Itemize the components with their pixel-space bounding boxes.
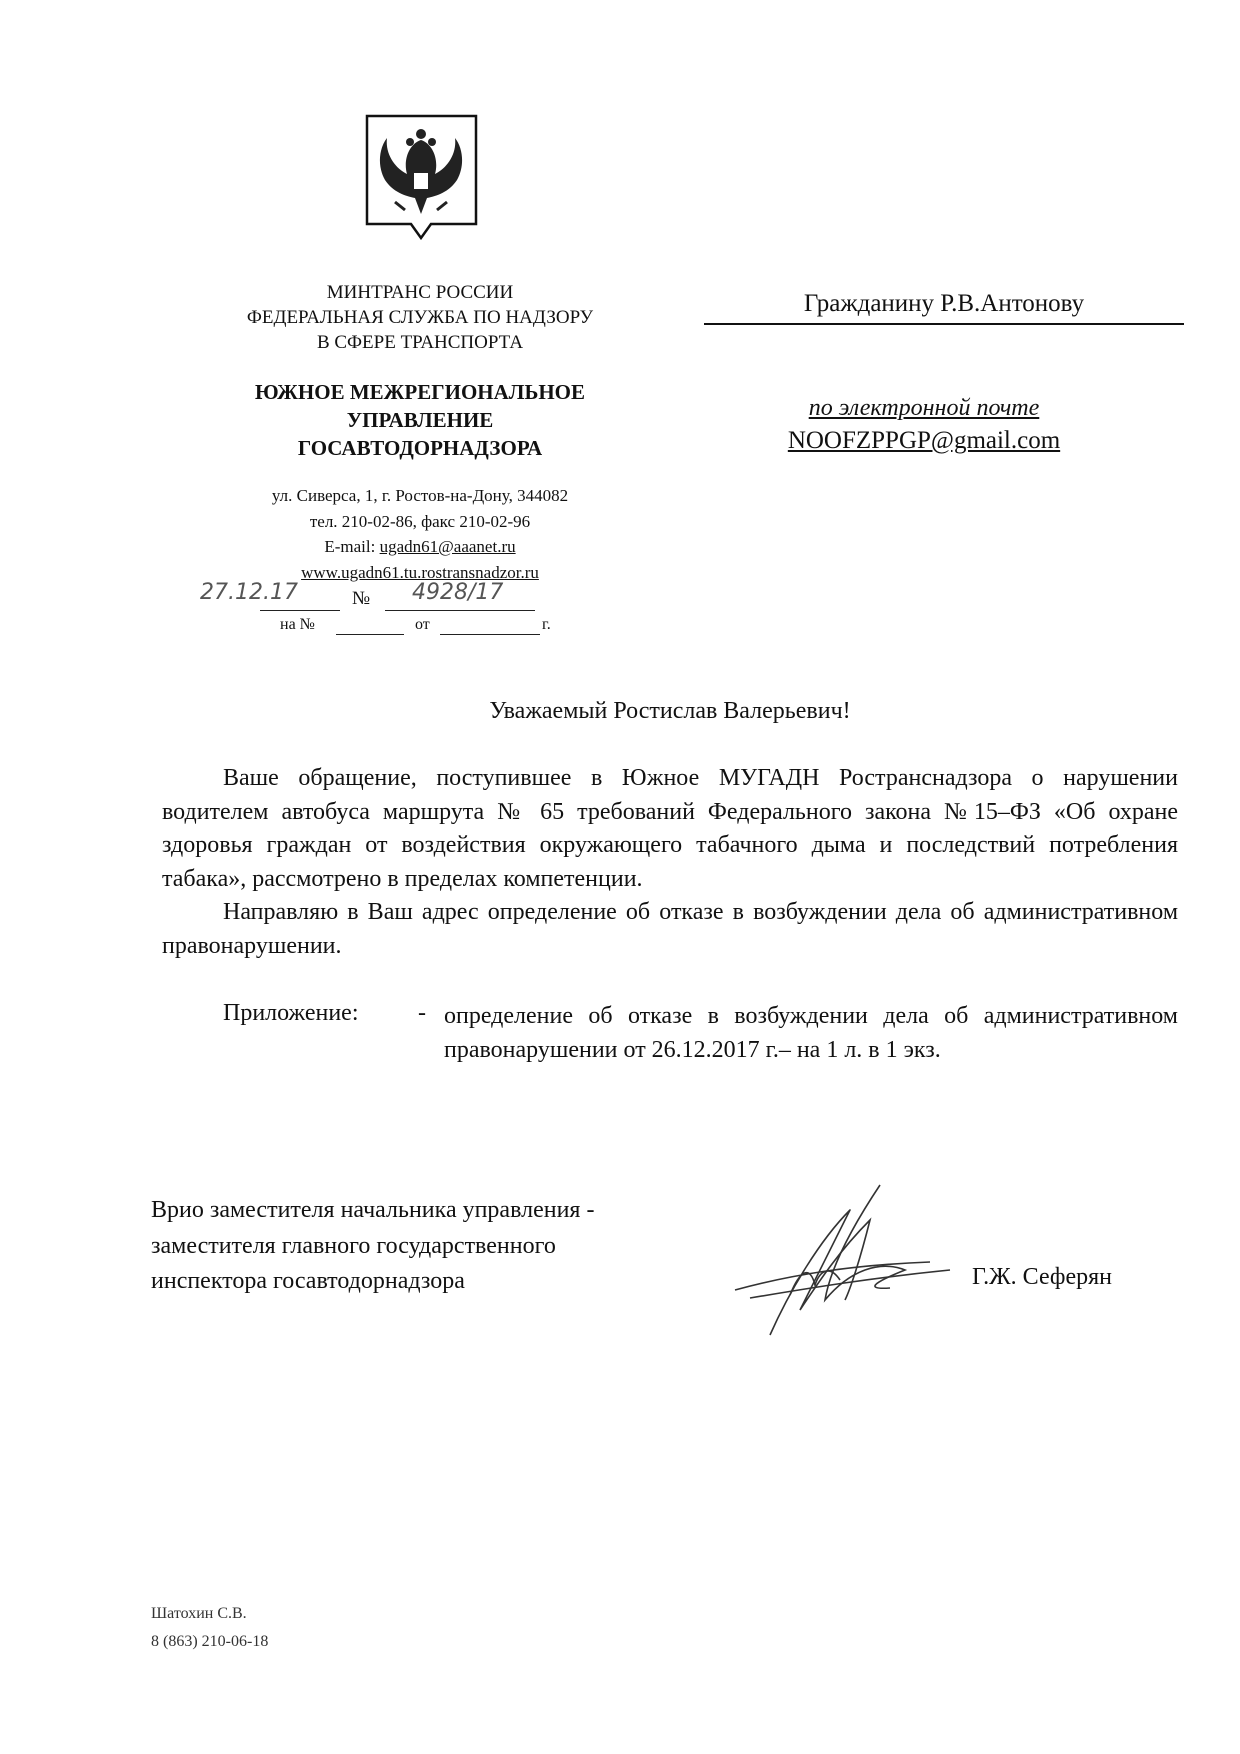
- recipient-name: Гражданину Р.В.Антонову: [803, 290, 1085, 317]
- office-block: [200, 378, 640, 462]
- ministry-line: МИНТРАНС РОССИИ: [326, 282, 514, 303]
- recipient-email-text[interactable]: NOOFZPPGP@gmail.com: [787, 427, 1061, 454]
- sender-email-link[interactable]: ugadn61@aaanet.ru: [379, 537, 516, 556]
- delivery-text: по электронной почте: [808, 395, 1040, 421]
- handwritten-signature: [730, 1170, 960, 1345]
- ministry-line: В СФЕРЕ ТРАНСПОРТА: [316, 332, 524, 353]
- ministry-block: [200, 280, 640, 355]
- position-line: инспектора госавтодорнадзора: [151, 1268, 465, 1294]
- office-line: ЮЖНОЕ МЕЖРЕГИОНАЛЬНОЕ: [254, 380, 586, 404]
- phone-fax: тел. 210-02-86, факс 210-02-96: [309, 511, 531, 531]
- reference-line: [280, 614, 570, 642]
- executor-phone: 8 (863) 210-06-18: [151, 1633, 269, 1650]
- number-label: №: [352, 588, 371, 609]
- attachment-dash: -: [418, 1000, 426, 1026]
- greeting: Уважаемый Ростислав Валерьевич!: [489, 698, 851, 724]
- body-paragraph: Ваше обращение, поступившее в Южное МУГАДН Ространснадзора о нарушении водителем автобуса маршрута № 65 требований Федерального закона №15–ФЗ «Об охране здоровья граждан от воздействия окружающего табачного дыма и последствий потребления табака», рассмотрено в пределах компетенции.: [162, 765, 1178, 892]
- russian-coat-of-arms-icon: [365, 114, 478, 244]
- executor-name: Шатохин С.В.: [151, 1605, 247, 1622]
- from-label: от: [415, 616, 430, 633]
- outgoing-number: 4928/17: [412, 580, 504, 605]
- contact-block: [200, 483, 640, 585]
- email-line: [200, 534, 640, 560]
- position-line: заместителя главного государственного: [151, 1232, 556, 1259]
- office-line: УПРАВЛЕНИЕ: [346, 408, 494, 432]
- office-line: ГОСАВТОДОРНАДЗОРА: [297, 436, 543, 460]
- year-suffix: г.: [542, 616, 551, 633]
- attachment-text: определение об отказе в возбуждении дела об административном правонарушении от 26.12.2017 г.– на 1 л. в 1 экз.: [444, 1003, 1178, 1063]
- from-underline: [440, 634, 540, 635]
- signatory-name: Г.Ж. Сеферян: [972, 1264, 1113, 1290]
- email-label: E-mail:: [324, 537, 380, 556]
- attachment-label: Приложение:: [223, 1000, 359, 1026]
- address: ул. Сиверса, 1, г. Ростов-на-Дону, 344082: [271, 486, 569, 505]
- recipient-email[interactable]: [704, 427, 1144, 455]
- outgoing-date-number: [200, 580, 560, 614]
- outgoing-date: 27.12.17: [200, 580, 298, 605]
- ref-underline: [336, 634, 404, 635]
- number-underline: [385, 610, 535, 611]
- executor-block: [151, 1600, 268, 1656]
- ministry-line: ФЕДЕРАЛЬНАЯ СЛУЖБА ПО НАДЗОРУ: [246, 307, 594, 328]
- signatory-position: [151, 1193, 594, 1300]
- website-text[interactable]: www.ugadn61.tu.rostransnadzor.ru: [301, 562, 539, 582]
- recipient-underline: [704, 323, 1184, 325]
- body-paragraph: Направляю в Ваш адрес определение об отказе в возбуждении дела об административном правонарушении.: [162, 899, 1178, 959]
- delivery-method: [704, 395, 1144, 422]
- position-line: Врио заместителя начальника управления -: [151, 1197, 595, 1223]
- date-underline: [260, 610, 340, 611]
- coat-of-arms-emblem: [365, 114, 478, 244]
- ref-label: на №: [280, 616, 315, 633]
